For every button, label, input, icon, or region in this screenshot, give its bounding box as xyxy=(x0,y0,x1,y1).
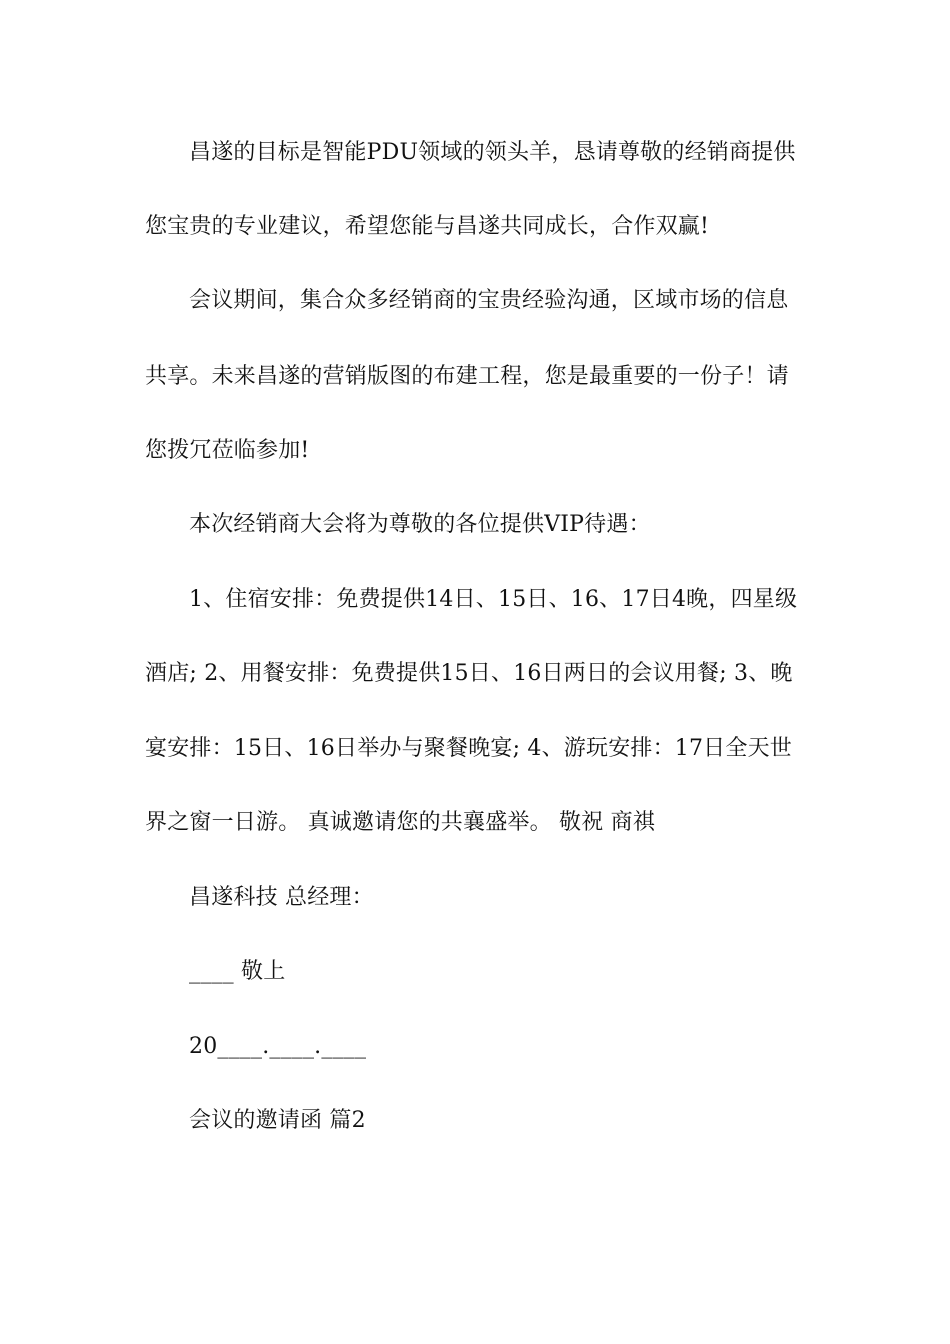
paragraph-line-6: 本次经销商大会将为尊敬的各位提供VIP待遇： xyxy=(189,512,651,537)
paragraph-line-2: 您宝贵的专业建议，希望您能与昌遂共同成长，合作双赢! xyxy=(145,214,710,239)
signature-regards-line: ____ 敬上 xyxy=(189,959,286,984)
paragraph-line-9: 宴安排：15日、16日举办与聚餐晚宴; 4、游玩安排：17日全天世 xyxy=(145,736,792,761)
paragraph-line-5: 您拨冗莅临参加! xyxy=(145,438,310,463)
date-line: 20____.____.____ xyxy=(189,1034,367,1059)
paragraph-line-1: 昌遂的目标是智能PDU领域的领头羊，恳请尊敬的经销商提供 xyxy=(189,140,796,165)
section-heading: 会议的邀请函 篇2 xyxy=(189,1108,366,1133)
paragraph-line-3: 会议期间，集合众多经销商的宝贵经验沟通，区域市场的信息 xyxy=(189,288,789,313)
paragraph-line-8: 酒店; 2、用餐安排：免费提供15日、16日两日的会议用餐; 3、晚 xyxy=(145,661,793,686)
signature-company-line: 昌遂科技 总经理： xyxy=(189,885,374,910)
paragraph-line-7: 1、住宿安排：免费提供14日、15日、16、17日4晚，四星级 xyxy=(189,587,798,612)
paragraph-line-4: 共享。未来昌遂的营销版图的布建工程，您是最重要的一份子！请 xyxy=(145,364,789,389)
paragraph-line-10: 界之窗一日游。 真诚邀请您的共襄盛举。 敬祝 商祺 xyxy=(145,810,655,835)
